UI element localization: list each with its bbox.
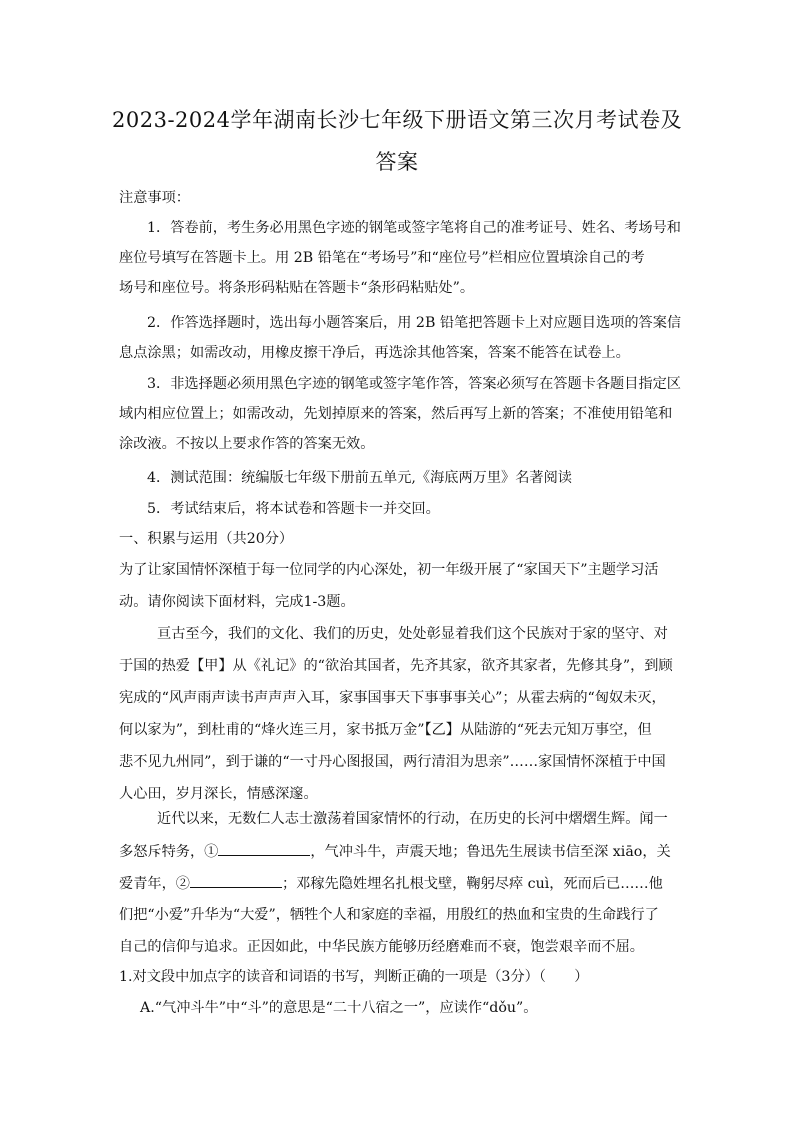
passage-line-with-blank-1 [119, 841, 671, 862]
notice-line: 座位号填写在答题卡上。用 2B 铅笔在“考场号”和“座位号”栏相应位置填涂自己的考 [119, 250, 645, 266]
passage-text: 多怒斥特务，① [119, 844, 219, 860]
passage-line: 悲不见九州同”，到于谦的“一寸丹心图报国，两行清泪为思亲”……家国情怀深植于中国 [119, 754, 666, 770]
notice-line: 2．作答选择题时，选出每小题答案后，用 2B 铅笔把答题卡上对应题目选项的答案信 [147, 315, 682, 331]
passage-line: 近代以来，无数仁人志士激荡着国家情怀的行动，在历史的长河中熠熠生辉。闻一 [157, 811, 668, 827]
passage-line: 们把“小爱”升华为“大爱”，牺牲个人和家庭的幸福，用殷红的热血和宝贵的生命践行了 [119, 907, 659, 923]
notice-line: 3．非选择题必须用黑色字迹的钢笔或签字笔作答，答案必须写在答题卡各题目指定区 [147, 376, 681, 392]
passage-line: 人心田，岁月深长，情感深邃。 [119, 786, 318, 802]
notice-heading: 注意事项： [119, 190, 190, 206]
passage-line-with-blank-2 [119, 873, 663, 894]
answer-blank-1[interactable] [218, 841, 310, 856]
document-title-line1: 2023-2024学年湖南长沙七年级下册语文第三次月考试卷及 [112, 108, 682, 132]
notice-line: 5．考试结束后，将本试卷和答题卡一并交回。 [147, 501, 440, 517]
passage-line: 亘古至今，我们的文化、我们的历史，处处彰显着我们这个民族对于家的坚守、对 [157, 626, 668, 642]
answer-blank-2[interactable] [190, 873, 282, 888]
passage-line: 宪成的“风声雨声读书声声声入耳，家事国事天下事事事关心”；从霍去病的“匈奴未灭， [119, 690, 666, 706]
section-heading: 一、积累与运用（共20分） [119, 531, 294, 547]
passage-text: 爱青年，② [119, 876, 190, 892]
question-1-option-a: A.“气冲斗牛”中“斗”的意思是“二十八宿之一”，应读作“dǒu”。 [140, 1000, 538, 1016]
passage-line: 自己的信仰与追求。正因如此，中华民族方能够历经磨难而不衰，饱尝艰辛而不屈。 [119, 939, 644, 955]
passage-text: ，气冲斗牛，声震天地；鲁迅先生展读书信至深 xiāo，关 [310, 844, 671, 860]
question-1: 1.对文段中加点字的读音和词语的书写，判断正确的一项是（3分）（ ） [119, 969, 589, 985]
passage-line: 何以家为”，到杜甫的“烽火连三月，家书抵万金”【乙】从陆游的“死去元知万事空，但 [119, 722, 652, 738]
document-title-line2: 答案 [375, 150, 419, 174]
notice-line: 息点涂黑；如需改动，用橡皮擦干净后，再选涂其他答案，答案不能答在试卷上。 [119, 345, 630, 361]
section-intro-line: 动。请你阅读下面材料，完成1-3题。 [119, 594, 355, 610]
notice-line: 场号和座位号。将条形码粘贴在答题卡“条形码粘贴处”。 [119, 280, 475, 296]
passage-line: 于国的热爱【甲】从《礼记》的“欲治其国者，先齐其家，欲齐其家者，先修其身”，到顾 [119, 658, 673, 674]
section-intro-line: 为了让家国情怀深植于每一位同学的内心深处，初一年级开展了“家国天下”主题学习活 [119, 562, 659, 578]
notice-line: 涂改液。不按以上要求作答的答案无效。 [119, 436, 375, 452]
notice-line: 1．答卷前，考生务必用黑色字迹的钢笔或签字笔将自己的准考证号、姓名、考场号和 [147, 220, 681, 236]
notice-line: 域内相应位置上；如需改动，先划掉原来的答案，然后再写上新的答案；不准使用铅笔和 [119, 406, 673, 422]
passage-text: ；邓稼先隐姓埋名扎根戈壁，鞠躬尽瘁 cuì，死而后已……他 [281, 876, 663, 892]
notice-line: 4．测试范围：统编版七年级下册前五单元,《海底两万里》名著阅读 [147, 470, 572, 486]
